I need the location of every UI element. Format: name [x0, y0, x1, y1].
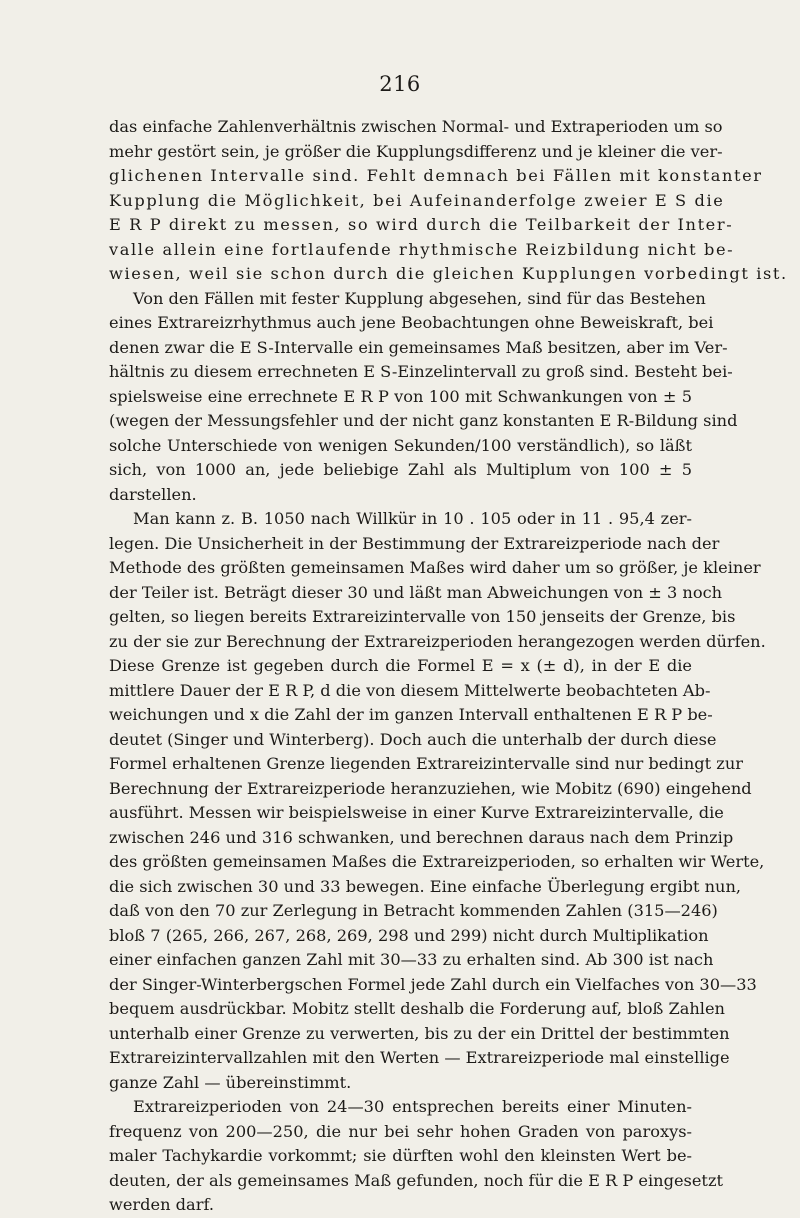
text-line: denen zwar die E S-Intervalle ein gemeinsames Maß besitzen, aber im Ver- [109, 337, 728, 357]
text-line: mittlere Dauer der E R P, d die von diesem Mittelwerte beobachteten Ab- [109, 680, 711, 700]
text-line: unterhalb einer Grenze zu verwerten, bis zu der ein Drittel der bestimmten [109, 1023, 730, 1043]
text-line: deutet (Singer und Winterberg). Doch auch die unterhalb der durch diese [109, 729, 717, 749]
text-line: einer einfachen ganzen Zahl mit 30—33 zu erhalten sind. Ab 300 ist nach [109, 950, 714, 969]
paragraph [109, 1095, 723, 1218]
text-line: die sich zwischen 30 und 33 bewegen. Eine einfache Überlegung ergibt nun, [109, 876, 742, 896]
text-line: maler Tachykardie vorkommt; sie dürften wohl den kleinsten Wert be- [109, 1146, 692, 1165]
text-line: bloß 7 (265, 266, 267, 268, 269, 298 und 299) nicht durch Multiplikation [109, 925, 709, 945]
text-line: Methode des größten gemeinsamen Maßes wird daher um so größer, je kleiner [109, 558, 761, 577]
text-line: der Teiler ist. Beträgt dieser 30 und läßt man Abweichungen von ± 3 noch [109, 582, 723, 602]
text-line: E R P direkt zu messen, so wird durch die Teilbarkeit der Inter- [109, 215, 734, 234]
text-line: werden darf. [109, 1195, 214, 1214]
text-line: sich, von 1000 an, jede beliebige Zahl als Multiplum von 100 ± 5 [109, 460, 692, 479]
text-line: Diese Grenze ist gegeben durch die Formel E = x (± d), in der E die [109, 656, 692, 675]
body-text [109, 115, 788, 1218]
paragraph [109, 115, 788, 287]
text-line: zwischen 246 und 316 schwanken, und berechnen daraus nach dem Prinzip [109, 827, 734, 847]
text-line: eines Extrareizrhythmus auch jene Beobachtungen ohne Beweiskraft, bei [109, 313, 714, 332]
text-line: gelten, so liegen bereits Extrareizintervalle von 150 jenseits der Grenze, bis [109, 607, 736, 626]
text-line: spielsweise eine errechnete E R P von 100 mit Schwankungen von ± 5 [109, 386, 692, 406]
text-line: weichungen und x die Zahl der im ganzen Intervall enthaltenen E R P be- [109, 705, 713, 724]
text-line: deuten, der als gemeinsames Maß gefunden, noch für die E R P eingesetzt [109, 1170, 723, 1190]
text-line: darstellen. [109, 484, 197, 504]
text-line: zu der sie zur Berechnung der Extrareizperioden herangezogen werden dürfen. [109, 631, 766, 651]
text-line: wiesen, weil sie schon durch die gleichen Kupplungen vorbedingt ist. [109, 264, 788, 283]
text-line: der Singer-Winterbergschen Formel jede Zahl durch ein Vielfaches von 30—33 [109, 974, 757, 994]
paragraph [109, 287, 738, 508]
text-line: ganze Zahl — übereinstimmt. [109, 1072, 352, 1092]
text-line: glichenen Intervalle sind. Fehlt demnach bei Fällen mit konstanter [109, 166, 763, 185]
text-line: Kupplung die Möglichkeit, bei Aufeinanderfolge zweier E S die [109, 190, 725, 210]
text-line: mehr gestört sein, je größer die Kupplungsdifferenz und je kleiner die ver- [109, 141, 723, 161]
text-line: Von den Fällen mit fester Kupplung abgesehen, sind für das Bestehen [133, 288, 706, 308]
text-line: bequem ausdrückbar. Mobitz stellt deshalb die Forderung auf, bloß Zahlen [109, 999, 725, 1018]
text-line: das einfache Zahlenverhältnis zwischen Normal- und Extraperioden um so [109, 117, 723, 136]
text-line: Formel erhaltenen Grenze liegenden Extrareizintervalle sind nur bedingt zur [109, 754, 743, 773]
text-line: Berechnung der Extrareizperiode heranzuziehen, wie Mobitz (690) eingehend [109, 778, 752, 798]
text-line: Extrareizintervallzahlen mit den Werten — Extrareizperiode mal einstellige [109, 1048, 730, 1067]
text-line: valle allein eine fortlaufende rhythmische Reizbildung nicht be- [109, 239, 735, 259]
text-line: daß von den 70 zur Zerlegung in Betracht kommenden Zahlen (315—246) [109, 901, 718, 920]
text-line: legen. Die Unsicherheit in der Bestimmung der Extrareizperiode nach der [109, 533, 720, 553]
text-line: (wegen der Messungsfehler und der nicht ganz konstanten E R-Bildung sind [109, 411, 738, 430]
text-line: frequenz von 200—250, die nur bei sehr hohen Graden von paroxys- [109, 1121, 692, 1141]
paragraph [109, 507, 766, 1095]
text-line: solche Unterschiede von wenigen Sekunden/100 verständlich), so läßt [109, 435, 692, 455]
text-line: Man kann z. B. 1050 nach Willkür in 10 . 105 oder in 11 . 95,4 zer- [133, 509, 692, 528]
text-line: des größten gemeinsamen Maßes die Extrareizperioden, so erhalten wir Werte, [109, 852, 765, 871]
page-number: 216 [379, 72, 421, 96]
text-line: Extrareizperioden von 24—30 entsprechen bereits einer Minuten- [133, 1097, 692, 1116]
text-line: hältnis zu diesem errechneten E S-Einzelintervall zu groß sind. Besteht bei- [109, 362, 733, 381]
text-line: ausführt. Messen wir beispielsweise in einer Kurve Extrareizintervalle, die [109, 803, 724, 822]
